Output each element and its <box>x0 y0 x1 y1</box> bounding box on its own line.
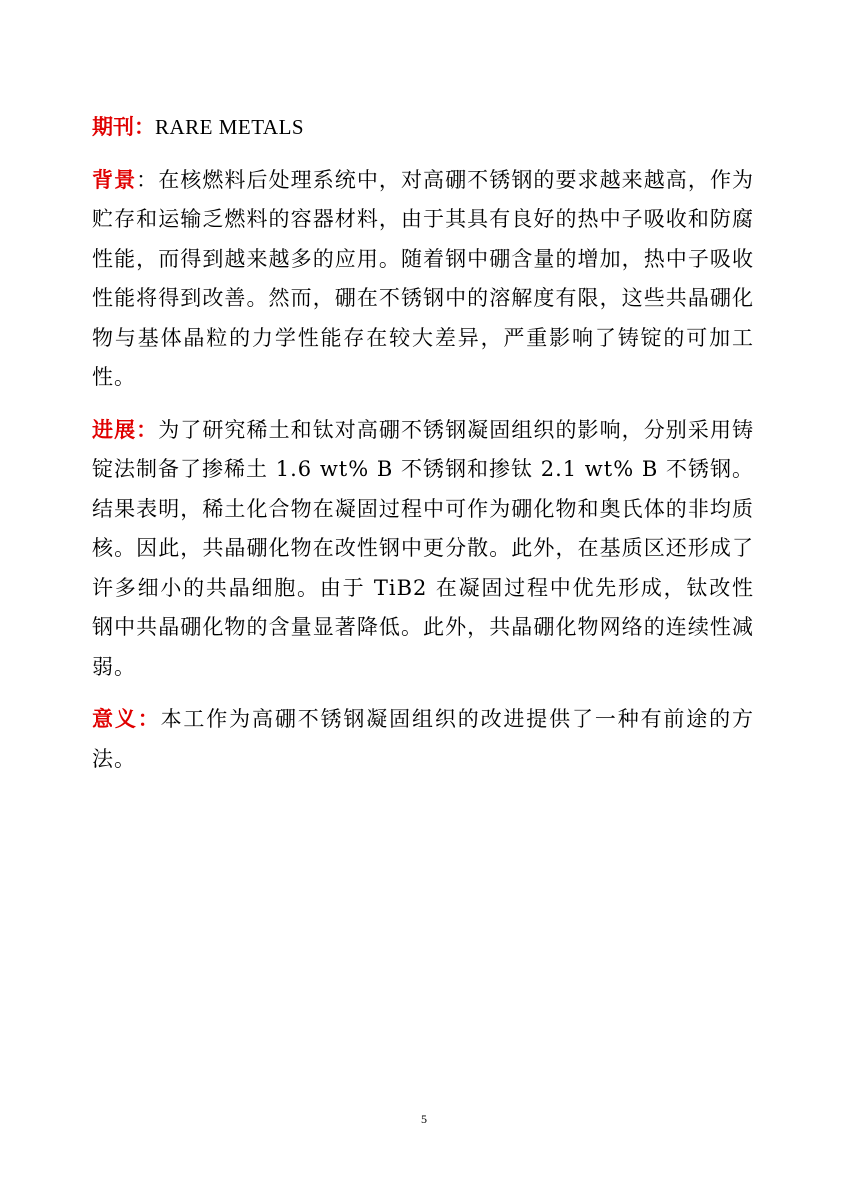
journal-value: RARE METALS <box>155 115 305 139</box>
progress-label: 进展 <box>92 417 137 442</box>
significance-text: 本工作为高硼不锈钢凝固组织的改进提供了一种有前途的方法。 <box>92 707 755 771</box>
significance-separator: ： <box>137 707 161 731</box>
background-label: 背景 <box>92 167 137 192</box>
background-text: 在核燃料后处理系统中，对高硼不锈钢的要求越来越高，作为贮存和运输乏燃料的容器材料，由于其具有良好的热中子吸收和防腐性能，而得到越来越多的应用。随着钢中硼含量的增加，热中子吸收性能将得到改善。然而，硼在不锈钢中的溶解度有限，这些共晶硼化物与基体晶粒的力学性能存在较大差异，严重影响了铸锭的可加工性。 <box>92 167 755 389</box>
progress-separator: ： <box>136 417 159 442</box>
journal-line <box>92 108 754 148</box>
page-number: 5 <box>421 1112 427 1126</box>
background-paragraph <box>92 161 754 398</box>
background-separator: ： <box>136 167 159 192</box>
document-body <box>92 108 754 792</box>
progress-paragraph <box>92 411 754 688</box>
progress-text: 为了研究稀土和钛对高硼不锈钢凝固组织的影响，分别采用铸锭法制备了掺稀土 1.6 wt% B 不锈钢和掺钛 2.1 wt% B 不锈钢。结果表明，稀土化合物在凝固过程中可作为硼化物和奥氏体的非均质核。因此，共晶硼化物在改性钢中更分散。此外，在基质区还形成了许多细小的共晶细胞。由于 TiB2 在凝固过程中优先形成，钛改性钢中共晶硼化物的含量显著降低。此外，共晶硼化物网络的连续性减弱。 <box>92 417 755 679</box>
significance-paragraph <box>92 700 754 779</box>
journal-label: 期刊： <box>92 115 155 139</box>
significance-label: 意义 <box>92 707 138 731</box>
